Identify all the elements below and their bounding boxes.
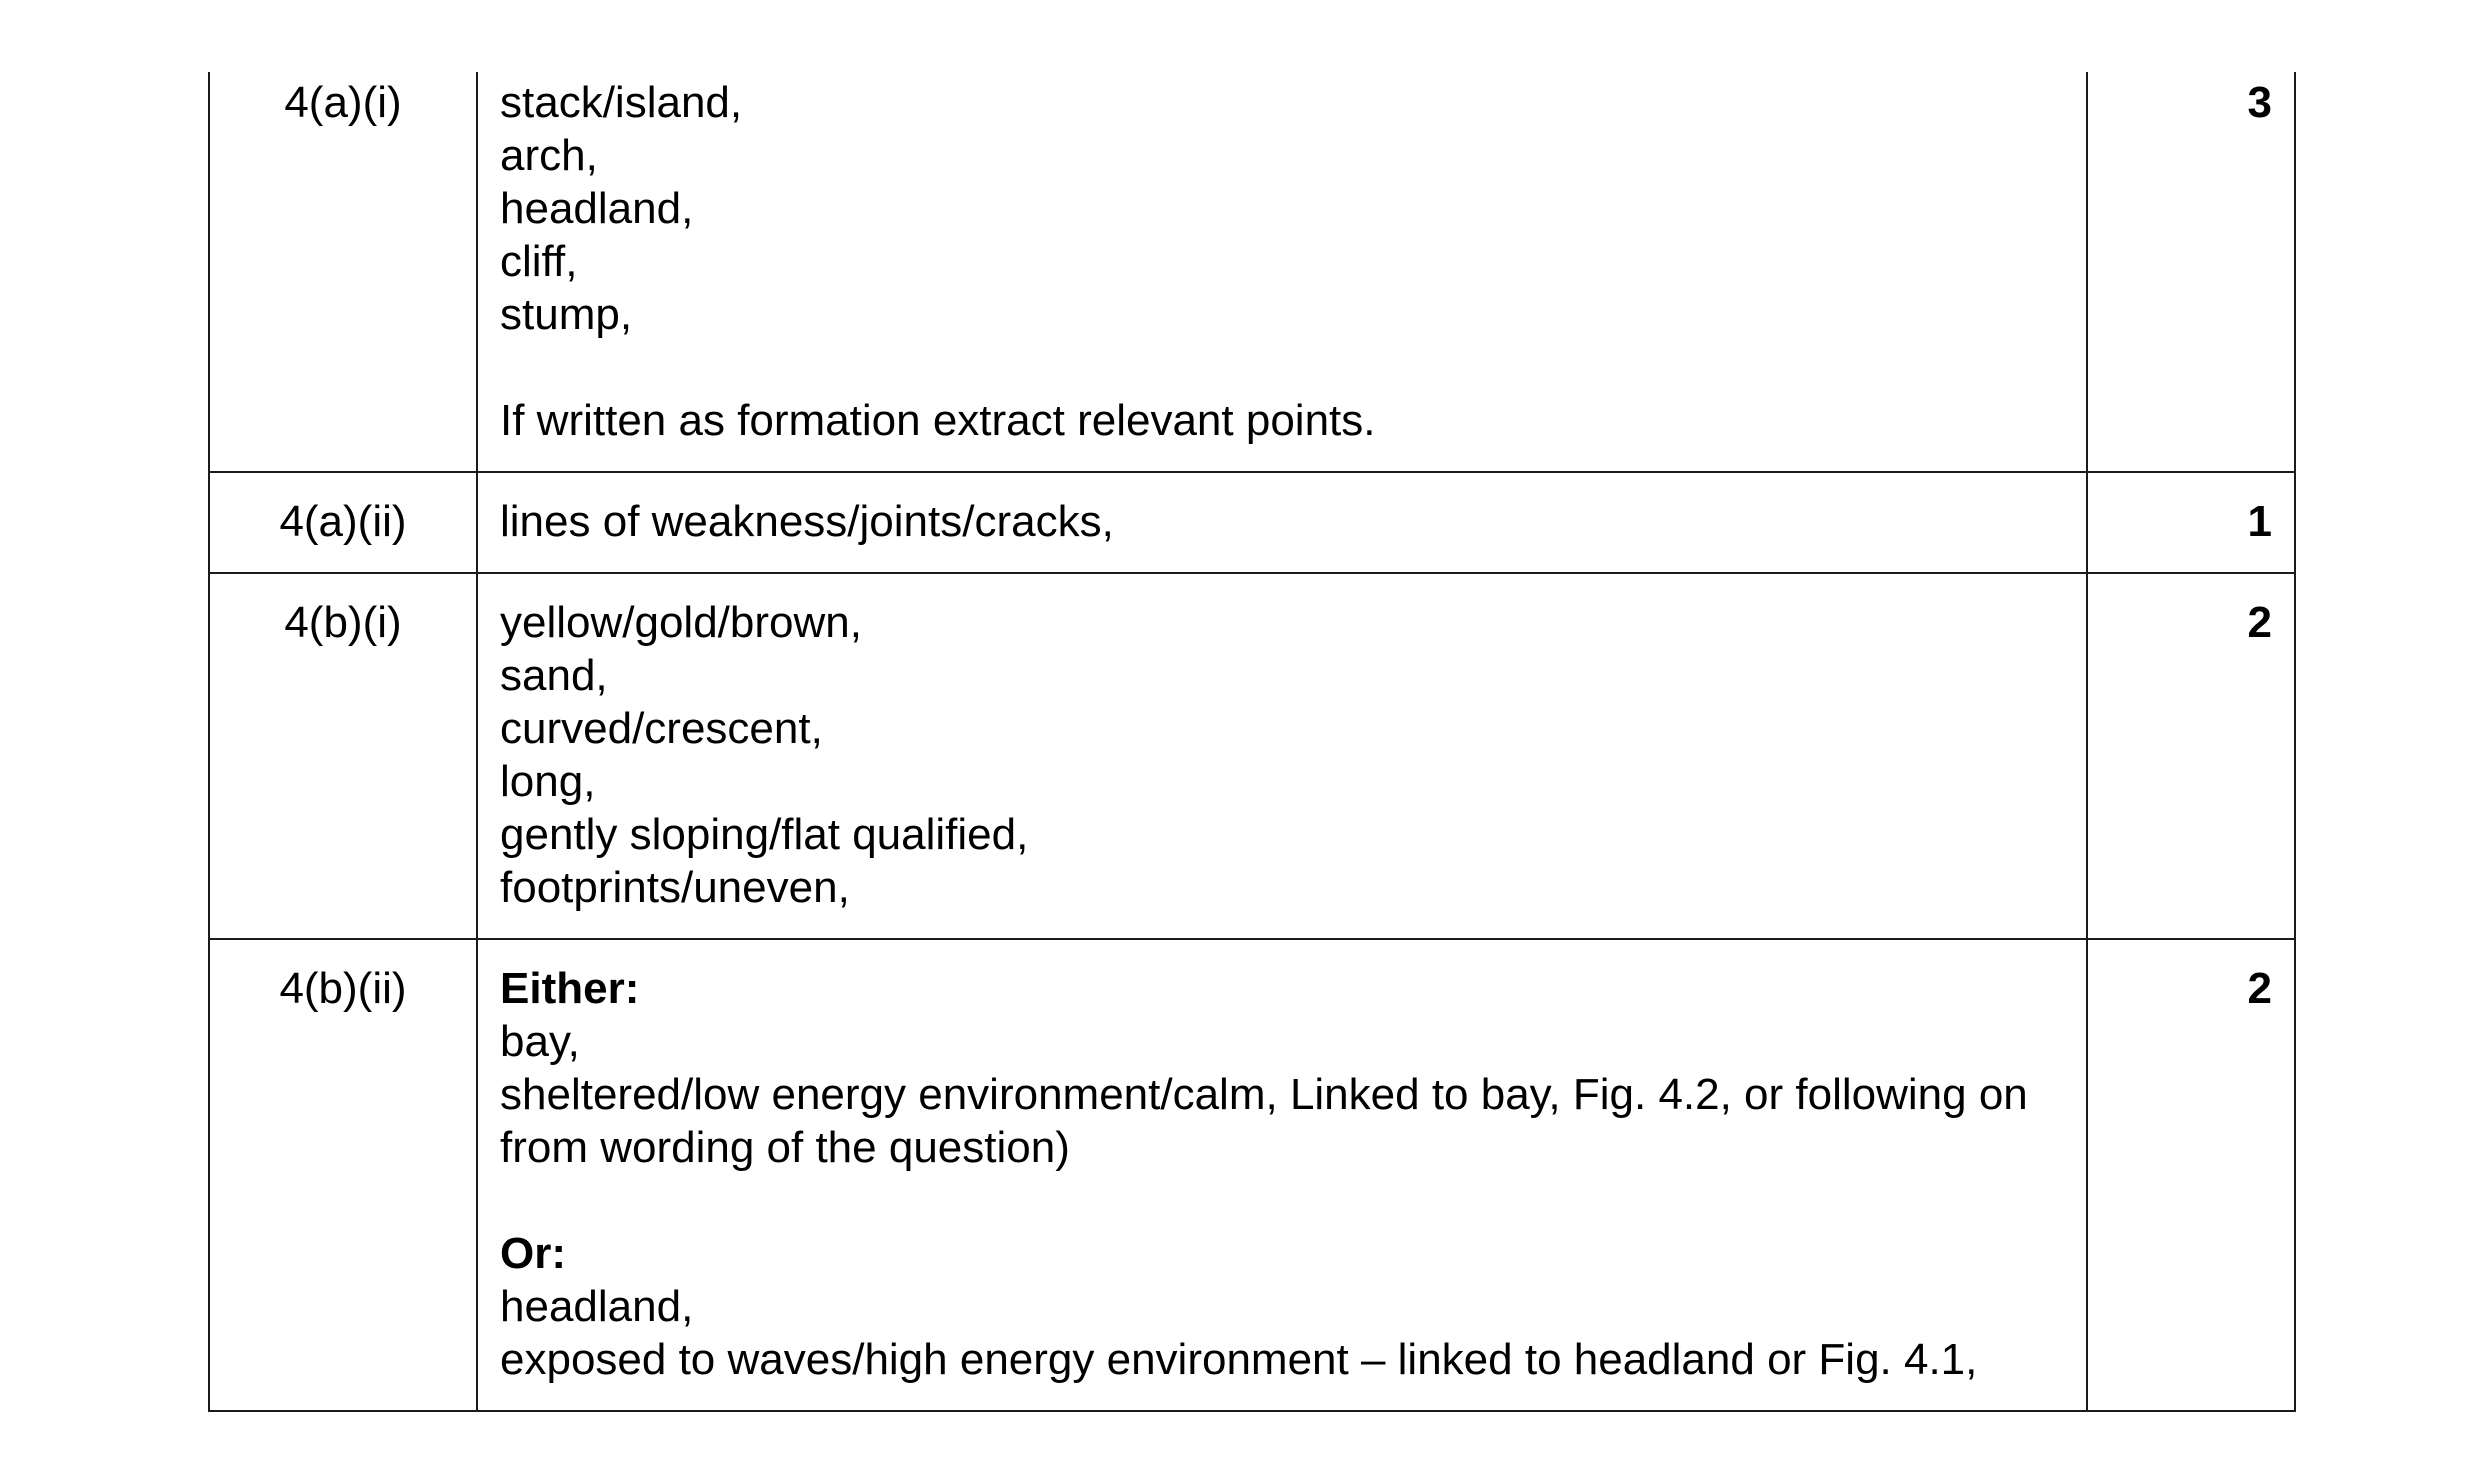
question-number-cell: [209, 72, 477, 472]
question-number: 4(b)(ii): [279, 964, 407, 1013]
answer-line: gently sloping/flat qualified,: [500, 810, 1029, 859]
question-number: 4(a)(ii): [279, 497, 407, 546]
question-number-cell: [209, 573, 477, 939]
answer-line: cliff,: [500, 237, 578, 286]
answer-cell: [477, 573, 2087, 939]
answer-note: If written as formation extract relevant points.: [500, 396, 1376, 445]
table-row: [209, 573, 2295, 939]
table-row: [209, 939, 2295, 1411]
answer-line: curved/crescent,: [500, 704, 823, 753]
answer-line: long,: [500, 757, 596, 806]
marks-value: 2: [2247, 598, 2272, 647]
question-number-cell: [209, 472, 477, 573]
answer-line: bay,: [500, 1017, 580, 1066]
answer-line: stump,: [500, 290, 633, 339]
or-label: Or:: [500, 1229, 566, 1278]
marks-cell: [2087, 939, 2295, 1411]
mark-scheme-table: [208, 72, 2296, 1412]
answer-line: exposed to waves/high energy environment – linked to headland or Fig. 4.1,: [500, 1335, 1978, 1384]
answer-line: lines of weakness/joints/cracks,: [500, 497, 1114, 546]
table-row: [209, 472, 2295, 573]
answer-line: headland,: [500, 184, 694, 233]
answer-line: headland,: [500, 1282, 694, 1331]
answer-cell: [477, 72, 2087, 472]
marks-value: 3: [2247, 78, 2272, 127]
marks-cell: [2087, 72, 2295, 472]
marks-cell: [2087, 472, 2295, 573]
either-label: Either:: [500, 964, 640, 1013]
answer-line: sheltered/low energy environment/calm, Linked to bay, Fig. 4.2, or following on from wording of the question): [500, 1070, 2028, 1172]
answer-line: yellow/gold/brown,: [500, 598, 862, 647]
marks-cell: [2087, 573, 2295, 939]
question-number-cell: [209, 939, 477, 1411]
answer-line: sand,: [500, 651, 608, 700]
answer-cell: [477, 472, 2087, 573]
table-row: [209, 72, 2295, 472]
question-number: 4(a)(i): [284, 78, 402, 127]
marks-value: 2: [2247, 964, 2272, 1013]
answer-cell: [477, 939, 2087, 1411]
marks-value: 1: [2247, 497, 2272, 546]
answer-line: arch,: [500, 131, 598, 180]
question-number: 4(b)(i): [284, 598, 402, 647]
answer-line: footprints/uneven,: [500, 863, 850, 912]
answer-line: stack/island,: [500, 78, 743, 127]
